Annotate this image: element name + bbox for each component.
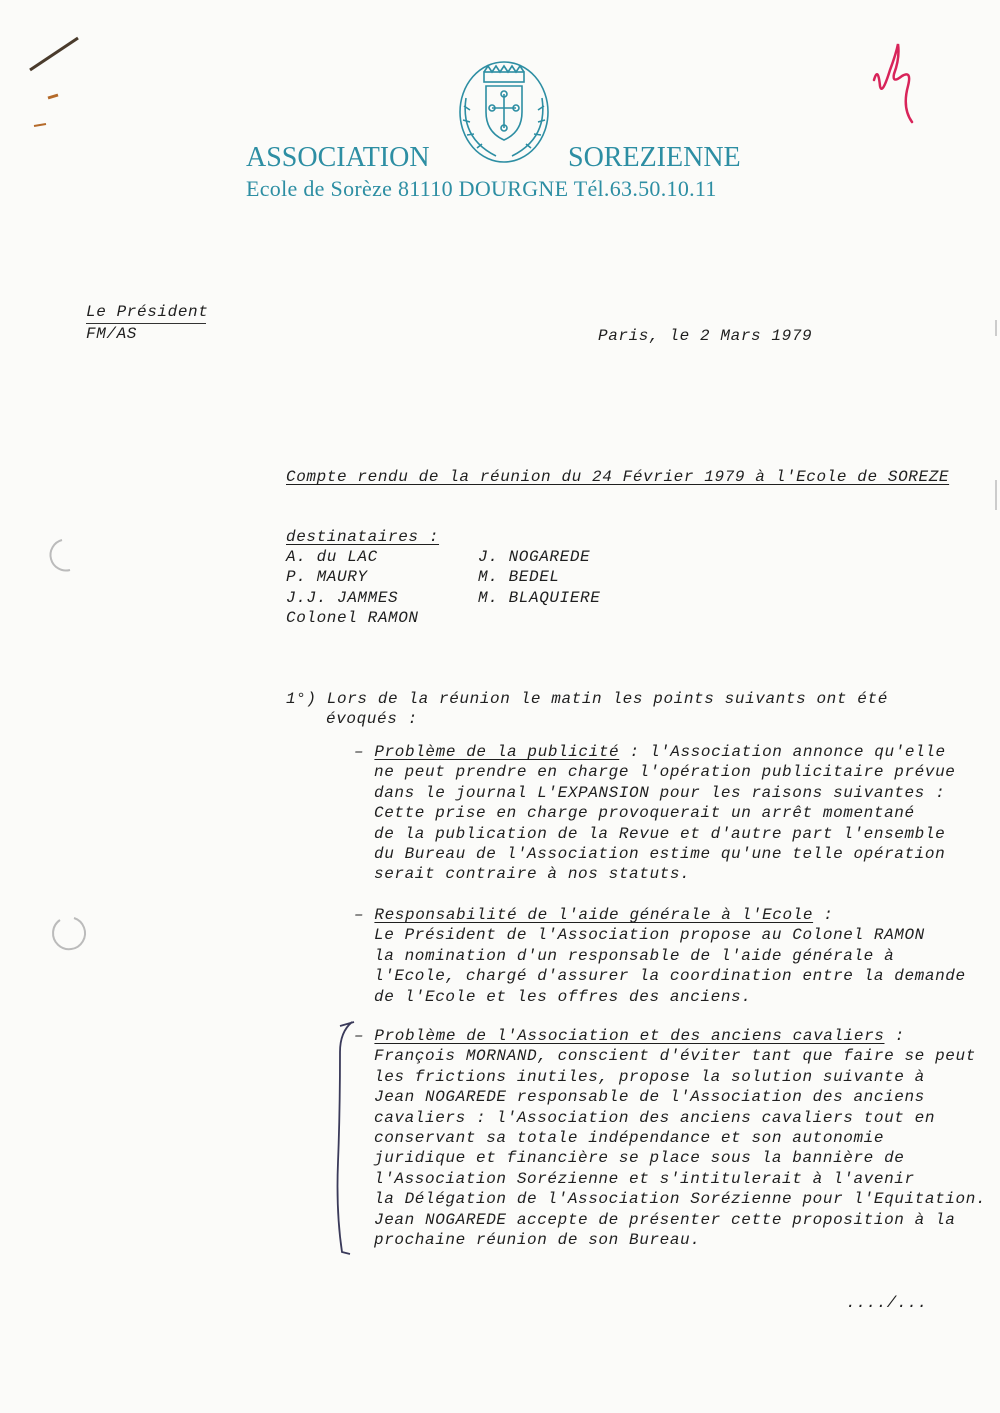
body-line: du Bureau de l'Association estime qu'une telle opération [374, 845, 946, 864]
recipient: A. du LAC [286, 548, 378, 566]
section-cavaliers [354, 1026, 986, 1250]
section-body [354, 762, 956, 884]
recipient: J. NOGAREDE [478, 548, 591, 566]
section-heading-row: – Problème de la publicité : l'Association annonce qu'elle [354, 743, 946, 761]
body-line: juridique et financière se place sous la bannière de [374, 1149, 905, 1168]
recipients-label [286, 527, 439, 547]
section-heading-tail: : [884, 1027, 905, 1045]
body-line: François MORNAND, conscient d'éviter tant que faire se peut [374, 1047, 976, 1066]
intro-line-1: 1°) Lors de la réunion le matin les points suivants ont été [286, 690, 888, 708]
body-line: prochaine réunion de son Bureau. [374, 1231, 701, 1250]
body-line: la nomination d'un responsable de l'aide générale à [374, 946, 895, 965]
body-line: conservant sa totale indépendance et son autonomie [374, 1129, 885, 1148]
section-heading-row: – Problème de l'Association et des anciens cavaliers : [354, 1027, 905, 1045]
recipients-label-text: destinataires : [286, 528, 440, 546]
date-line: Paris, le 2 Mars 1979 [598, 327, 813, 345]
subject-line: Compte rendu de la réunion du 24 Février 1979 à l'Ecole de SOREZE [286, 468, 950, 486]
body-line: Cette prise en charge provoquerait un arrêt momentané [374, 804, 915, 823]
recipients [286, 527, 601, 628]
handwritten-annotation [860, 40, 920, 130]
body-line: Le Président de l'Association propose au Colonel RAMON [374, 926, 925, 945]
section-heading: Problème de la publicité [374, 743, 620, 761]
body-line: l'Ecole, chargé d'assurer la coordination entre la demande [374, 967, 966, 986]
crest-logo [456, 58, 552, 166]
recipient: P. MAURY [286, 568, 368, 587]
recipients-col1 [286, 547, 419, 629]
body-line: de l'Ecole et les offres des anciens. [374, 987, 752, 1006]
body-line: Jean NOGAREDE responsable de l'Association des anciens [374, 1088, 925, 1107]
recipient: M. BEDEL [478, 568, 560, 587]
recipient: J.J. JAMMES [286, 588, 399, 607]
section-body [354, 1046, 986, 1250]
section-heading-tail: : [813, 906, 834, 924]
letterhead-address: Ecole de Sorèze 81110 DOURGNE Tél.63.50.10.11 [246, 176, 717, 201]
recipients-col2 [478, 547, 600, 608]
section-heading: Problème de l'Association et des anciens cavaliers [374, 1027, 885, 1045]
section-body [354, 925, 966, 1007]
intro-line-2: évoqués : [326, 710, 418, 728]
body-line: Jean NOGAREDE accepte de présenter cette proposition à la [374, 1210, 956, 1229]
body-line: dans le journal L'EXPANSION pour les raisons suivantes : [374, 783, 946, 802]
sender-reference: FM/AS [86, 325, 138, 343]
letterhead-org-left: ASSOCIATION [246, 142, 430, 173]
section-heading: Responsabilité de l'aide générale à l'Ecole [374, 906, 814, 924]
body-line: serait contraire à nos statuts. [374, 865, 691, 884]
sender-divider [86, 323, 206, 324]
recipient: M. BLAQUIERE [478, 588, 601, 607]
recipient: Colonel RAMON [286, 609, 419, 628]
body-line: les frictions inutiles, propose la solution suivante à [374, 1067, 925, 1086]
section-heading-row: – Responsabilité de l'aide générale à l'Ecole : [354, 906, 834, 924]
continuation-marker: ..../... [846, 1294, 928, 1312]
body-line: cavaliers : l'Association des anciens cavaliers tout en [374, 1108, 936, 1127]
body-line: l'Association Sorézienne et s'intitulerait à l'avenir [374, 1169, 915, 1188]
section-heading-tail: : l'Association annonce qu'elle [619, 743, 946, 761]
body-line: ne peut prendre en charge l'opération publicitaire prévue [374, 763, 956, 782]
body-line: la Délégation de l'Association Sorézienne pour l'Equitation. [374, 1190, 987, 1209]
sender-title: Le Président [86, 303, 209, 321]
body-line: de la publication de la Revue et d'autre part l'ensemble [374, 824, 946, 843]
letterhead-org-right: SOREZIENNE [568, 142, 741, 173]
section-aide-generale [354, 905, 966, 1007]
section-publicite [354, 742, 956, 885]
